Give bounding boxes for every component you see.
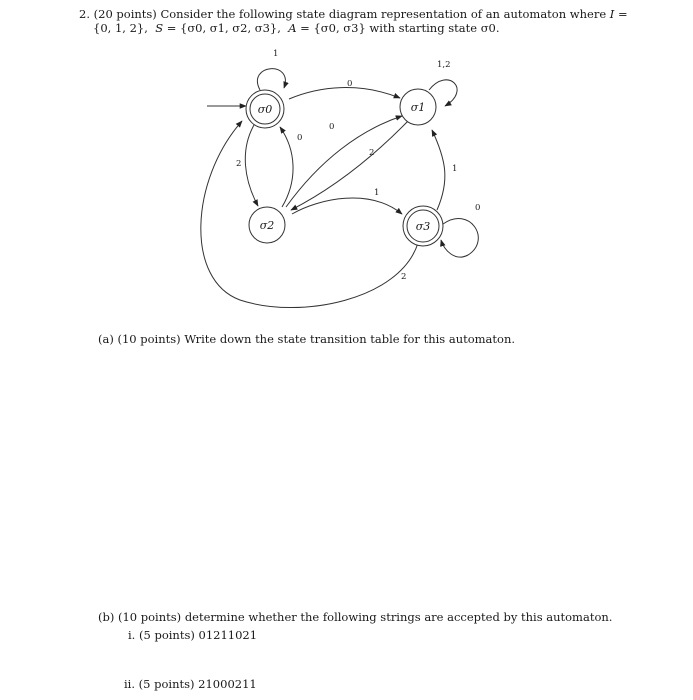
state-sigma1 [400,89,436,125]
problem-number: 2. [79,7,90,21]
item-1-points: (5 points) [139,628,195,642]
part-b-label: (b) [98,610,115,624]
label-s0-s0: 1 [273,49,279,59]
label-s0-s2: 2 [236,159,242,169]
state-sigma0 [246,90,284,128]
part-a-points: (10 points) [117,332,181,346]
transition-s3-s3 [441,218,478,257]
accept-set: {σ0, σ3} [313,21,366,35]
state-label-sigma3: σ3 [415,220,431,233]
problem-intro: Consider the following state diagram representation of an automaton where [160,7,607,21]
label-s3-s1: 1 [452,164,458,174]
item-2-label: ii. [124,677,136,691]
item-2-points: (5 points) [138,677,195,691]
label-s1-s2: 2 [369,148,375,158]
input-symbol: I = [609,7,628,21]
item-1-string: 01211021 [198,628,258,642]
label-s2-s1: 0 [329,122,335,132]
state-label-sigma2: σ2 [259,219,275,232]
state-sigma2 [249,207,285,243]
state-sigma3 [403,206,443,246]
label-s0-s1: 0 [347,79,353,89]
state-label-sigma1: σ1 [410,101,426,114]
label-s2-s3: 1 [374,188,380,198]
transition-s1-s2 [291,121,408,210]
problem-points: (20 points) [93,7,157,21]
transition-s2-s0 [280,127,293,207]
part-a [98,332,515,346]
state-symbol: S = [155,21,177,35]
input-set: {0, 1, 2}, [93,21,148,35]
state-set: {σ0, σ1, σ2, σ3}, [180,21,281,35]
item-2-string: 21000211 [198,677,257,691]
transition-s0-s0 [257,69,285,90]
transition-s3-s1 [432,130,445,210]
transition-s2-s1 [286,116,402,207]
part-b-text: determine whether the following strings are accepted by this automaton. [184,610,613,624]
state-label-sigma0: σ0 [257,103,273,116]
label-s3-s3: 0 [475,203,481,213]
part-b-points: (10 points) [118,610,182,624]
label-s1-s1: 1,2 [437,60,451,70]
label-s3-s0: 2 [401,272,407,282]
part-b-item-1 [128,628,257,642]
transition-s0-s1 [289,88,400,99]
part-b-item-2 [124,677,257,691]
transition-s0-s2 [245,125,258,206]
part-b [98,610,612,624]
item-1-label: i. [128,628,136,642]
label-s2-s0: 0 [297,133,303,143]
start-state-text: with starting state σ0. [369,21,500,35]
accept-symbol: A = [288,21,310,35]
transition-s3-s0 [201,121,418,308]
part-a-label: (a) [98,332,114,346]
part-a-text: Write down the state transition table for this automaton. [184,332,516,346]
